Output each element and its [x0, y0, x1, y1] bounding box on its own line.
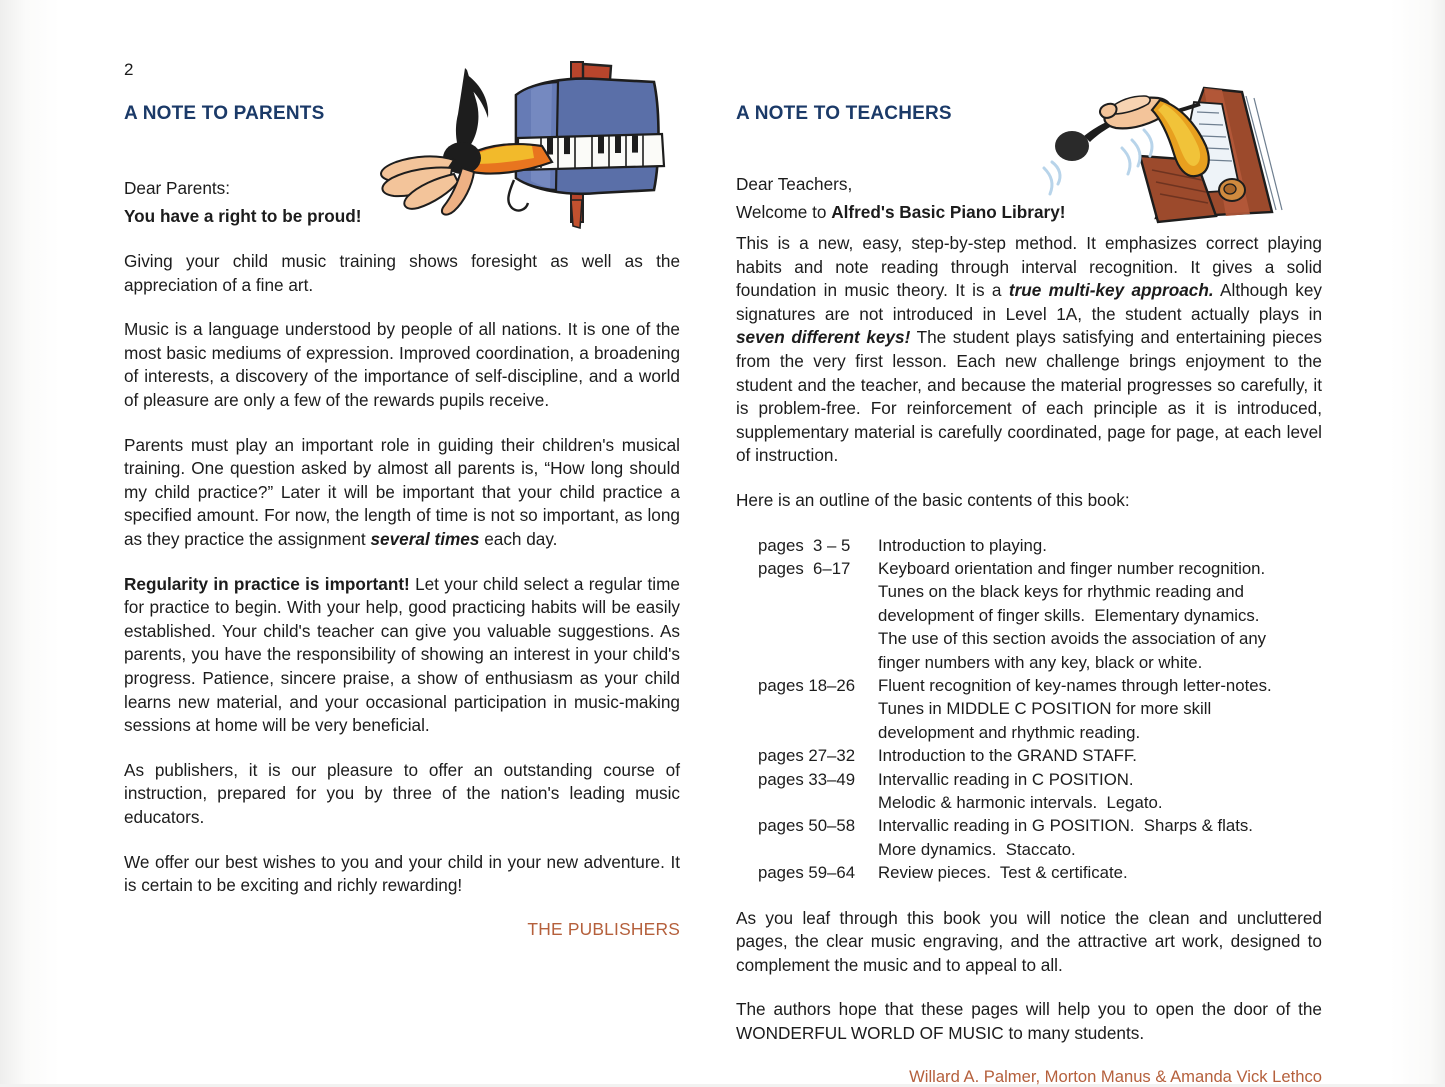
paragraph-regularity — [124, 573, 680, 738]
outline-pages: pages 50–58 — [758, 816, 856, 836]
outline-row — [758, 768, 1322, 815]
outline-row — [758, 744, 1322, 767]
salutation-teachers: Dear Teachers, — [736, 173, 853, 194]
welcome-prefix: Welcome to — [736, 202, 832, 223]
outline-desc-line: Tunes in MIDDLE C POSITION for more skill — [878, 699, 1212, 719]
practice-text-part2: each day. — [479, 529, 558, 550]
outline-desc-line: Introduction to playing. — [878, 535, 1047, 555]
intro-part1: This is a new, easy, step-by-step method. It emphasizes correct playing habits and note reading through interval recognition. It gives a solid foundation in music theory. It is a — [736, 233, 1322, 301]
left-column-note-to-parents — [124, 104, 680, 940]
signature-the-publishers: THE PUBLISHERS — [527, 918, 680, 939]
outline-pages: pages 18–26 — [758, 676, 856, 696]
intro-emphasis-sevenkeys: seven different keys! — [736, 327, 911, 348]
section-title-parents: A NOTE TO PARENTS — [124, 103, 325, 124]
outline-desc-line: finger numbers with any key, black or white. — [878, 652, 1203, 672]
regularity-emphasis: Regularity in practice is important! — [124, 573, 410, 594]
outline-desc-line: development of finger skills. Elementary dynamics. — [878, 605, 1260, 625]
outline-pages: pages 3 – 5 — [758, 535, 851, 555]
outline-desc-line: Tunes on the black keys for rhythmic reading and — [878, 582, 1244, 602]
contents-outline-list — [736, 534, 1322, 885]
outline-pages: pages 33–49 — [758, 769, 856, 789]
outline-description — [878, 861, 1322, 884]
outline-pages: pages 6–17 — [758, 559, 851, 579]
practice-text-part1: Parents must play an important role in guiding their children's musical training. One question asked by almost all parents is, “How long should my child practice?” Later it will be important that your child practice a specified amount. For now, the length of time is not so important, as long as they practice the assignment — [124, 434, 680, 550]
outline-desc-line: Keyboard orientation and finger number recognition. — [878, 559, 1266, 579]
signature-authors: Willard A. Palmer, Morton Manus & Amanda Vick Lethco — [909, 1066, 1322, 1086]
regularity-rest: Let your child select a regular time for practice to begin. With your help, good practicing habits will be easily established. Your child's teacher can give you valuable suggestions. As parents, you have the responsibility of showing an interest in your child's progress. Patience, sincere praise, a show of enthusiasm as your child learns new material, and your occasional participation in music-making sessions at home will be very beneficial. — [124, 573, 680, 736]
outline-description — [878, 768, 1322, 815]
outline-description — [878, 744, 1322, 767]
paragraph-method-intro — [736, 232, 1322, 468]
intro-emphasis-multikey: true multi-key approach. — [1008, 280, 1214, 301]
outline-row — [758, 534, 1322, 557]
outline-desc-line: More dynamics. Staccato. — [878, 839, 1076, 859]
paragraph-as-publishers: As publishers, it is our pleasure to offer an outstanding course of instruction, prepared for you by three of the nation's leading music educators. — [124, 759, 680, 827]
outline-intro-line: Here is an outline of the basic contents of this book: — [736, 490, 1130, 511]
outline-description — [878, 674, 1322, 744]
outline-desc-line: Melodic & harmonic intervals. Legato. — [878, 793, 1163, 813]
outline-description — [878, 557, 1322, 674]
outline-row — [758, 814, 1322, 861]
paragraph-best-wishes: We offer our best wishes to you and your child in your new adventure. It is certain to be exciting and richly rewarding! — [124, 851, 680, 896]
salutation-parents: Dear Parents: — [124, 177, 231, 198]
outline-desc-line: development and rhythmic reading. — [878, 722, 1141, 742]
intro-part3: The student plays satisfying and entertaining pieces from the very first lesson. Each new challenge brings enjoyment to the student and the teacher, and because the material progresses so carefully, it is problem-free. For reinforcement of each principle as it is introduced, supplementary material is carefully coordinated, page for page, at each level of instruction. — [736, 327, 1322, 466]
outline-row — [758, 861, 1322, 884]
outline-desc-line: The use of this section avoids the association of any — [878, 629, 1267, 649]
paragraph-leaf-through: As you leaf through this book you will notice the clean and uncluttered pages, the clear music engraving, and the attractive art work, designed to complement the music and to appeal to all. — [736, 907, 1322, 975]
lead-bold-parents: You have a right to be proud! — [124, 206, 362, 227]
brand-name: Alfred's Basic Piano Library! — [831, 202, 1066, 223]
outline-description — [878, 814, 1322, 861]
outline-desc-line: Intervallic reading in G POSITION. Sharps & flats. — [878, 816, 1253, 836]
paragraph-music-training: Giving your child music training shows foresight as well as the appreciation of a fine art. — [124, 251, 680, 295]
paragraph-music-language: Music is a language understood by people of all nations. It is one of the most basic mediums of expression. Improved coordination, a broadening of interests, a discovery of the importance of self-discipline, and a world of pleasure are only a few of the rewards pupils receive. — [124, 319, 680, 411]
outline-pages: pages 27–32 — [758, 746, 856, 766]
outline-desc-line: Review pieces. Test & certificate. — [878, 863, 1128, 883]
paragraph-practice-question — [124, 434, 680, 552]
outline-desc-line: Intervallic reading in C POSITION. — [878, 769, 1134, 789]
outline-desc-line: Introduction to the GRAND STAFF. — [878, 746, 1137, 766]
section-title-teachers: A NOTE TO TEACHERS — [736, 103, 952, 124]
outline-row — [758, 674, 1322, 744]
outline-row — [758, 557, 1322, 674]
page-number: 2 — [124, 60, 134, 79]
right-column-note-to-teachers — [736, 104, 1322, 1087]
practice-emphasis: several times — [370, 529, 480, 550]
outline-desc-line: Fluent recognition of key-names through letter-notes. — [878, 676, 1272, 696]
outline-description — [878, 534, 1322, 557]
intro-part2: Although key signatures are not introduced in Level 1A, the student actually plays in — [736, 280, 1322, 324]
welcome-line — [736, 201, 1322, 225]
paragraph-authors-hope: The authors hope that these pages will help you to open the door of the WONDERFUL WORLD OF MUSIC to many students. — [736, 999, 1322, 1044]
outline-pages: pages 59–64 — [758, 863, 856, 883]
